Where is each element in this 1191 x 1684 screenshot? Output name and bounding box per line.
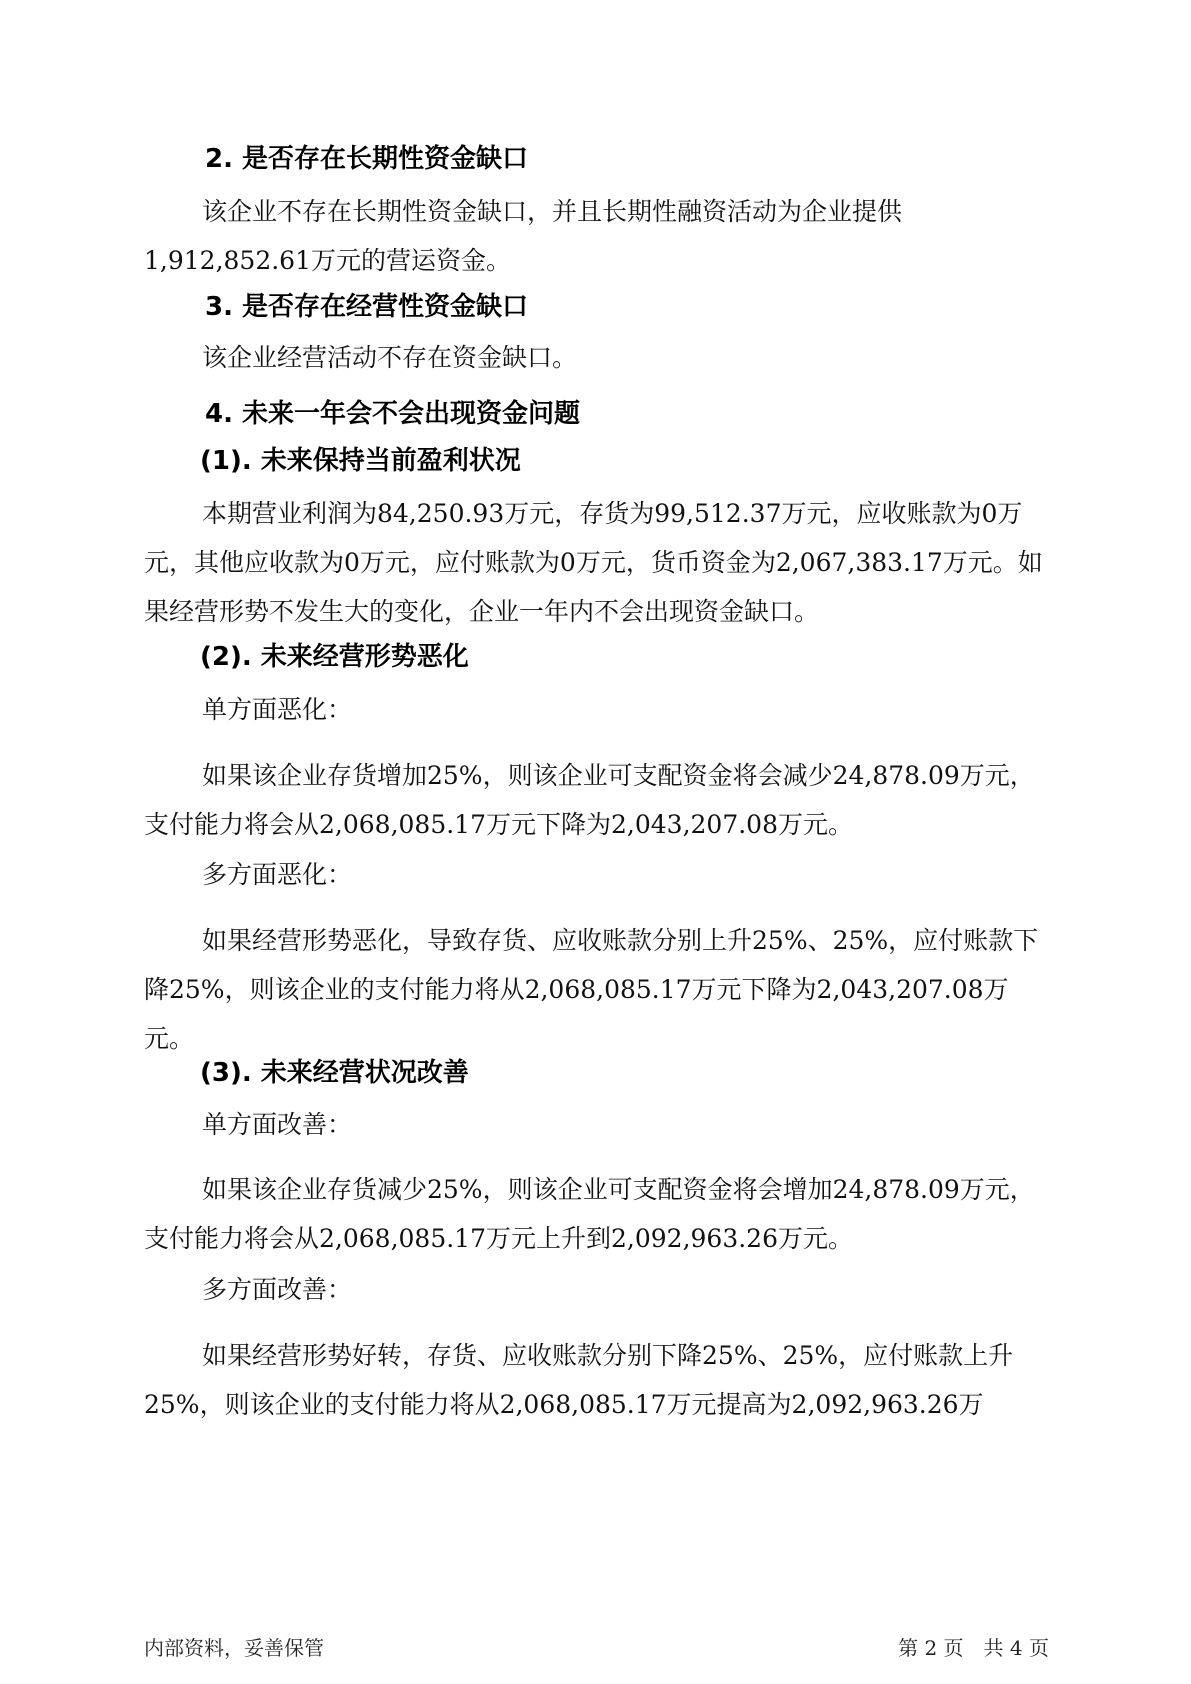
section-heading-next-year: 4. 未来一年会不会出现资金问题 bbox=[205, 399, 581, 429]
section-text-operating-gap: 该企业经营活动不存在资金缺口。 bbox=[202, 343, 578, 372]
section-heading-long-term-gap: 2. 是否存在长期性资金缺口 bbox=[205, 144, 529, 174]
subsection-heading-current-profit: (1). 未来保持当前盈利状况 bbox=[200, 446, 521, 476]
subsection-heading-improving: (3). 未来经营状况改善 bbox=[200, 1058, 469, 1088]
label-single-worsening: 单方面恶化： bbox=[202, 695, 353, 724]
subsection-heading-worsening: (2). 未来经营形势恶化 bbox=[200, 642, 469, 672]
footer-confidential-note: 内部资料，妥善保管 bbox=[144, 1636, 324, 1660]
section-text-long-term-gap: 该企业不存在长期性资金缺口，并且长期性融资活动为企业提供1,912,852.61万元的营运资金。 bbox=[144, 197, 903, 275]
text-single-improving: 如果该企业存货减少25%，则该企业可支配资金将会增加24,878.09万元，支付能力将会从2,068,085.17万元上升到2,092,963.26万元。 bbox=[144, 1175, 1035, 1253]
section-heading-operating-gap: 3. 是否存在经营性资金缺口 bbox=[205, 292, 529, 322]
text-multi-improving: 如果经营形势好转，存货、应收账款分别下降25%、25%，应付账款上升25%，则该企业的支付能力将从2,068,085.17万元提高为2,092,963.26万 bbox=[144, 1341, 1014, 1419]
subsection-text-current-profit: 本期营业利润为84,250.93万元，存货为99,512.37万元，应收账款为0万元，其他应收款为0万元，应付账款为0万元，货币资金为2,067,383.17万元。如果经营形势不发生大的变化，企业一年内不会出现资金缺口。 bbox=[144, 499, 1043, 626]
label-single-improving: 单方面改善： bbox=[202, 1110, 353, 1139]
text-multi-worsening: 如果经营形势恶化，导致存货、应收账款分别上升25%、25%，应付账款下降25%，则该企业的支付能力将从2,068,085.17万元下降为2,043,207.08万元。 bbox=[144, 926, 1039, 1053]
text-single-worsening: 如果该企业存货增加25%，则该企业可支配资金将会减少24,878.09万元，支付能力将会从2,068,085.17万元下降为2,043,207.08万元。 bbox=[144, 761, 1035, 839]
footer-page-number: 第 2 页 共 4 页 bbox=[898, 1636, 1049, 1660]
label-multi-worsening: 多方面恶化： bbox=[202, 860, 353, 889]
label-multi-improving: 多方面改善： bbox=[202, 1275, 353, 1304]
